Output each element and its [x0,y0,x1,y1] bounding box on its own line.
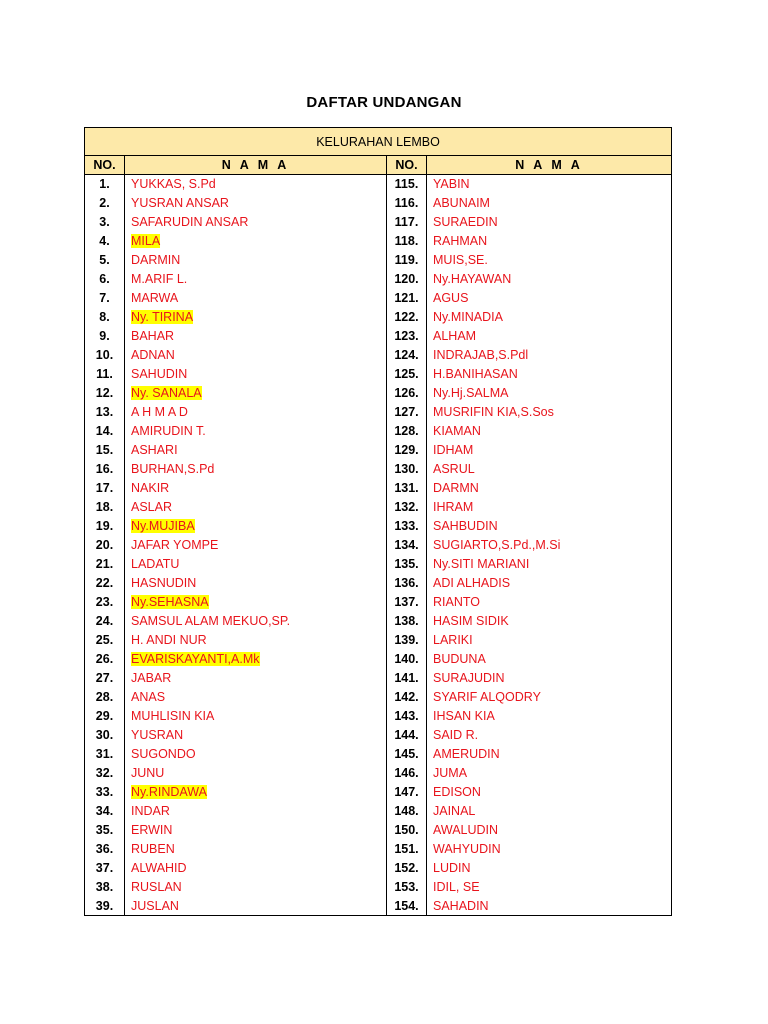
left-name-cell [125,213,387,232]
right-guest-name: SYARIF ALQODRY [433,690,541,704]
left-name-cell [125,365,387,384]
right-row-number: 130. [387,460,427,479]
table-row [85,726,672,745]
right-row-number: 148. [387,802,427,821]
right-guest-name: IHSAN KIA [433,709,495,723]
right-name-cell [427,555,672,574]
right-row-number: 128. [387,422,427,441]
left-row-number: 5. [85,251,125,270]
right-guest-name: IDIL, SE [433,880,480,894]
table-row [85,251,672,270]
table-body [85,175,672,916]
right-row-number: 145. [387,745,427,764]
table-row [85,593,672,612]
table-row [85,498,672,517]
right-guest-name: Ny.MINADIA [433,310,503,324]
left-name-cell [125,897,387,916]
right-name-cell [427,707,672,726]
left-name-cell [125,764,387,783]
right-row-number: 142. [387,688,427,707]
table-row [85,783,672,802]
left-row-number: 21. [85,555,125,574]
right-name-cell [427,232,672,251]
right-guest-name: SUGIARTO,S.Pd.,M.Si [433,538,561,552]
left-guest-name: RUSLAN [131,880,182,894]
table-row [85,745,672,764]
table-row [85,897,672,916]
right-name-cell [427,384,672,403]
right-guest-name: Ny.Hj.SALMA [433,386,509,400]
right-row-number: 143. [387,707,427,726]
section-header: KELURAHAN LEMBO [85,128,672,156]
table-row [85,840,672,859]
left-row-number: 20. [85,536,125,555]
right-guest-name: JUMA [433,766,468,780]
left-name-cell [125,384,387,403]
left-guest-name: SAMSUL ALAM MEKUO,SP. [131,614,291,628]
left-name-cell [125,707,387,726]
left-row-number: 18. [85,498,125,517]
left-guest-name: ASHARI [131,443,178,457]
left-name-cell [125,308,387,327]
left-name-cell [125,327,387,346]
page-title: DAFTAR UNDANGAN [306,94,462,111]
right-guest-name: JAINAL [433,804,476,818]
right-guest-name: YABIN [433,177,470,192]
right-name-cell [427,631,672,650]
left-row-number: 27. [85,669,125,688]
left-name-cell [125,441,387,460]
left-name-cell [125,840,387,859]
table-row [85,327,672,346]
left-name-cell [125,688,387,707]
left-name-cell [125,802,387,821]
table-row [85,479,672,498]
left-row-number: 9. [85,327,125,346]
left-guest-name: YUSRAN [131,728,184,742]
left-name-cell [125,498,387,517]
left-row-number: 39. [85,897,125,916]
left-guest-name: BURHAN,S.Pd [131,462,215,476]
left-row-number: 14. [85,422,125,441]
table-row [85,555,672,574]
left-row-number: 10. [85,346,125,365]
left-guest-name: MARWA [131,291,179,305]
right-guest-name: ABUNAIM [433,196,490,210]
right-row-number: 154. [387,897,427,916]
right-row-number: 136. [387,574,427,593]
right-row-number: 138. [387,612,427,631]
right-name-cell [427,840,672,859]
right-row-number: 147. [387,783,427,802]
right-name-cell [427,213,672,232]
left-row-number: 11. [85,365,125,384]
left-row-number: 23. [85,593,125,612]
right-name-cell [427,270,672,289]
left-guest-name: MUHLISIN KIA [131,709,215,723]
right-name-cell [427,517,672,536]
right-row-number: 153. [387,878,427,897]
right-row-number: 146. [387,764,427,783]
right-name-cell [427,460,672,479]
left-row-number: 37. [85,859,125,878]
right-row-number: 150. [387,821,427,840]
right-guest-name: AGUS [433,291,469,305]
left-name-cell [125,479,387,498]
left-name-cell [125,783,387,802]
table-row [85,707,672,726]
right-guest-name: ALHAM [433,329,477,343]
left-row-number: 32. [85,764,125,783]
left-guest-name: INDAR [131,804,170,818]
left-row-number: 31. [85,745,125,764]
table-row [85,403,672,422]
left-name-cell [125,536,387,555]
left-guest-name: SAHUDIN [131,367,188,381]
left-name-cell [125,346,387,365]
table-row [85,631,672,650]
right-guest-name: DARMN [433,481,479,495]
left-guest-name: Ny.RINDAWA [131,785,207,799]
left-name-cell [125,194,387,213]
left-row-number: 25. [85,631,125,650]
table-row [85,213,672,232]
right-name-cell [427,745,672,764]
right-name-cell [427,821,672,840]
left-row-number: 30. [85,726,125,745]
right-name-cell [427,650,672,669]
right-name-cell [427,422,672,441]
right-guest-name: MUIS,SE. [433,253,488,267]
right-guest-name: WAHYUDIN [433,842,501,856]
left-guest-name: AMIRUDIN T. [131,424,206,438]
right-name-cell [427,479,672,498]
right-guest-name: ASRUL [433,462,475,476]
left-guest-name: Ny.MUJIBA [131,519,195,533]
left-guest-name: JABAR [131,671,172,685]
left-row-number: 6. [85,270,125,289]
right-row-number: 131. [387,479,427,498]
left-row-number: 8. [85,308,125,327]
table-row [85,346,672,365]
left-row-number: 26. [85,650,125,669]
left-row-number: 24. [85,612,125,631]
left-row-number: 1. [85,175,125,194]
table-row [85,460,672,479]
right-guest-name: SURAEDIN [433,215,498,229]
left-name-cell [125,403,387,422]
left-guest-name: DARMIN [131,253,181,267]
right-guest-name: LUDIN [433,861,471,875]
right-guest-name: Ny.HAYAWAN [433,272,512,286]
left-guest-name: ASLAR [131,500,172,514]
right-row-number: 126. [387,384,427,403]
left-guest-name: SUGONDO [131,747,196,761]
right-name-cell [427,365,672,384]
right-guest-name: MUSRIFIN KIA,S.Sos [433,405,554,419]
right-name-cell [427,346,672,365]
right-guest-name: LARIKI [433,633,473,647]
left-name-cell [125,175,387,194]
left-guest-name: JAFAR YOMPE [131,538,219,552]
table-row [85,194,672,213]
right-guest-name: H.BANIHASAN [433,367,518,381]
right-row-number: 117. [387,213,427,232]
column-header-nama-left: N A M A [125,156,387,175]
right-name-cell [427,289,672,308]
right-row-number: 127. [387,403,427,422]
table-row [85,764,672,783]
right-name-cell [427,859,672,878]
right-guest-name: AWALUDIN [433,823,499,837]
table-row [85,688,672,707]
table-row [85,365,672,384]
right-guest-name: INDRAJAB,S.Pdl [433,348,529,362]
left-row-number: 19. [85,517,125,536]
left-guest-name: JUSLAN [131,898,179,913]
table-row [85,232,672,251]
left-row-number: 16. [85,460,125,479]
right-name-cell [427,688,672,707]
right-name-cell [427,441,672,460]
left-name-cell [125,612,387,631]
left-name-cell [125,574,387,593]
table-row [85,422,672,441]
right-guest-name: BUDUNA [433,652,486,666]
right-name-cell [427,764,672,783]
table-row [85,574,672,593]
right-guest-name: IDHAM [433,443,474,457]
left-name-cell [125,460,387,479]
right-name-cell [427,327,672,346]
right-row-number: 129. [387,441,427,460]
right-row-number: 151. [387,840,427,859]
left-guest-name: Ny. TIRINA [131,310,194,324]
left-guest-name: ALWAHID [131,861,187,875]
left-row-number: 17. [85,479,125,498]
right-name-cell [427,726,672,745]
left-name-cell [125,669,387,688]
left-row-number: 35. [85,821,125,840]
right-name-cell [427,536,672,555]
right-row-number: 141. [387,669,427,688]
left-row-number: 22. [85,574,125,593]
right-guest-name: ADI ALHADIS [433,576,511,590]
right-name-cell [427,498,672,517]
right-row-number: 121. [387,289,427,308]
right-row-number: 152. [387,859,427,878]
right-guest-name: RIANTO [433,595,480,609]
left-row-number: 13. [85,403,125,422]
right-row-number: 115. [387,175,427,194]
left-guest-name: SAFARUDIN ANSAR [131,215,249,229]
left-name-cell [125,270,387,289]
left-guest-name: ERWIN [131,823,173,837]
left-guest-name: YUKKAS, S.Pd [131,177,216,192]
left-guest-name: Ny. SANALA [131,386,202,400]
left-name-cell [125,650,387,669]
right-guest-name: SURAJUDIN [433,671,505,685]
left-row-number: 4. [85,232,125,251]
right-guest-name: SAHBUDIN [433,519,498,533]
left-guest-name: EVARISKAYANTI,A.Mk [131,652,260,666]
right-row-number: 135. [387,555,427,574]
table-row [85,517,672,536]
table-row [85,821,672,840]
left-name-cell [125,745,387,764]
left-name-cell [125,859,387,878]
right-row-number: 133. [387,517,427,536]
left-name-cell [125,289,387,308]
left-name-cell [125,821,387,840]
right-name-cell [427,308,672,327]
table-row [85,802,672,821]
right-name-cell [427,878,672,897]
table-row [85,175,672,194]
left-name-cell [125,232,387,251]
column-header-no-right: NO. [387,156,427,175]
table-row [85,650,672,669]
right-guest-name: SAHADIN [433,898,489,913]
table-row [85,270,672,289]
left-row-number: 34. [85,802,125,821]
table-row [85,308,672,327]
left-guest-name: ADNAN [131,348,175,362]
left-guest-name: YUSRAN ANSAR [131,196,229,210]
left-row-number: 3. [85,213,125,232]
left-row-number: 36. [85,840,125,859]
left-row-number: 12. [85,384,125,403]
right-name-cell [427,612,672,631]
left-name-cell [125,631,387,650]
left-guest-name: JUNU [131,766,165,780]
left-guest-name: HASNUDIN [131,576,197,590]
right-name-cell [427,251,672,270]
left-guest-name: H. ANDI NUR [131,633,207,647]
right-guest-name: RAHMAN [433,234,488,248]
table-row [85,536,672,555]
left-guest-name: Ny.SEHASNA [131,595,209,609]
right-row-number: 124. [387,346,427,365]
right-row-number: 125. [387,365,427,384]
left-guest-name: BAHAR [131,329,175,343]
table-row [85,289,672,308]
right-name-cell [427,593,672,612]
right-name-cell [427,897,672,916]
right-guest-name: SAID R. [433,728,479,742]
right-row-number: 144. [387,726,427,745]
right-guest-name: IHRAM [433,500,474,514]
table-row [85,441,672,460]
invitation-table [84,127,672,916]
left-guest-name: RUBEN [131,842,175,856]
right-row-number: 132. [387,498,427,517]
right-guest-name: KIAMAN [433,424,481,438]
right-guest-name: HASIM SIDIK [433,614,509,628]
left-name-cell [125,555,387,574]
left-row-number: 7. [85,289,125,308]
right-name-cell [427,669,672,688]
left-name-cell [125,593,387,612]
left-name-cell [125,878,387,897]
right-row-number: 122. [387,308,427,327]
column-header-nama-right: N A M A [427,156,672,175]
right-row-number: 116. [387,194,427,213]
right-guest-name: EDISON [433,785,481,799]
table-row [85,384,672,403]
table-row [85,878,672,897]
left-row-number: 28. [85,688,125,707]
left-row-number: 33. [85,783,125,802]
left-row-number: 38. [85,878,125,897]
right-guest-name: Ny.SITI MARIANI [433,557,530,571]
right-row-number: 118. [387,232,427,251]
left-name-cell [125,251,387,270]
right-name-cell [427,175,672,194]
left-name-cell [125,517,387,536]
left-guest-name: A H M A D [131,405,188,419]
left-name-cell [125,726,387,745]
table-row [85,612,672,631]
table-row [85,859,672,878]
right-row-number: 137. [387,593,427,612]
right-guest-name: AMERUDIN [433,747,500,761]
left-row-number: 2. [85,194,125,213]
left-guest-name: LADATU [131,557,180,571]
left-guest-name: ANAS [131,690,166,704]
right-row-number: 140. [387,650,427,669]
right-row-number: 119. [387,251,427,270]
left-guest-name: MILA [131,234,161,248]
right-row-number: 120. [387,270,427,289]
right-name-cell [427,783,672,802]
right-name-cell [427,802,672,821]
left-name-cell [125,422,387,441]
right-row-number: 123. [387,327,427,346]
left-guest-name: NAKIR [131,481,170,495]
column-header-no-left: NO. [85,156,125,175]
right-name-cell [427,194,672,213]
table-row [85,669,672,688]
left-guest-name: M.ARIF L. [131,272,188,286]
left-row-number: 29. [85,707,125,726]
right-name-cell [427,403,672,422]
left-row-number: 15. [85,441,125,460]
right-row-number: 134. [387,536,427,555]
right-name-cell [427,574,672,593]
right-row-number: 139. [387,631,427,650]
